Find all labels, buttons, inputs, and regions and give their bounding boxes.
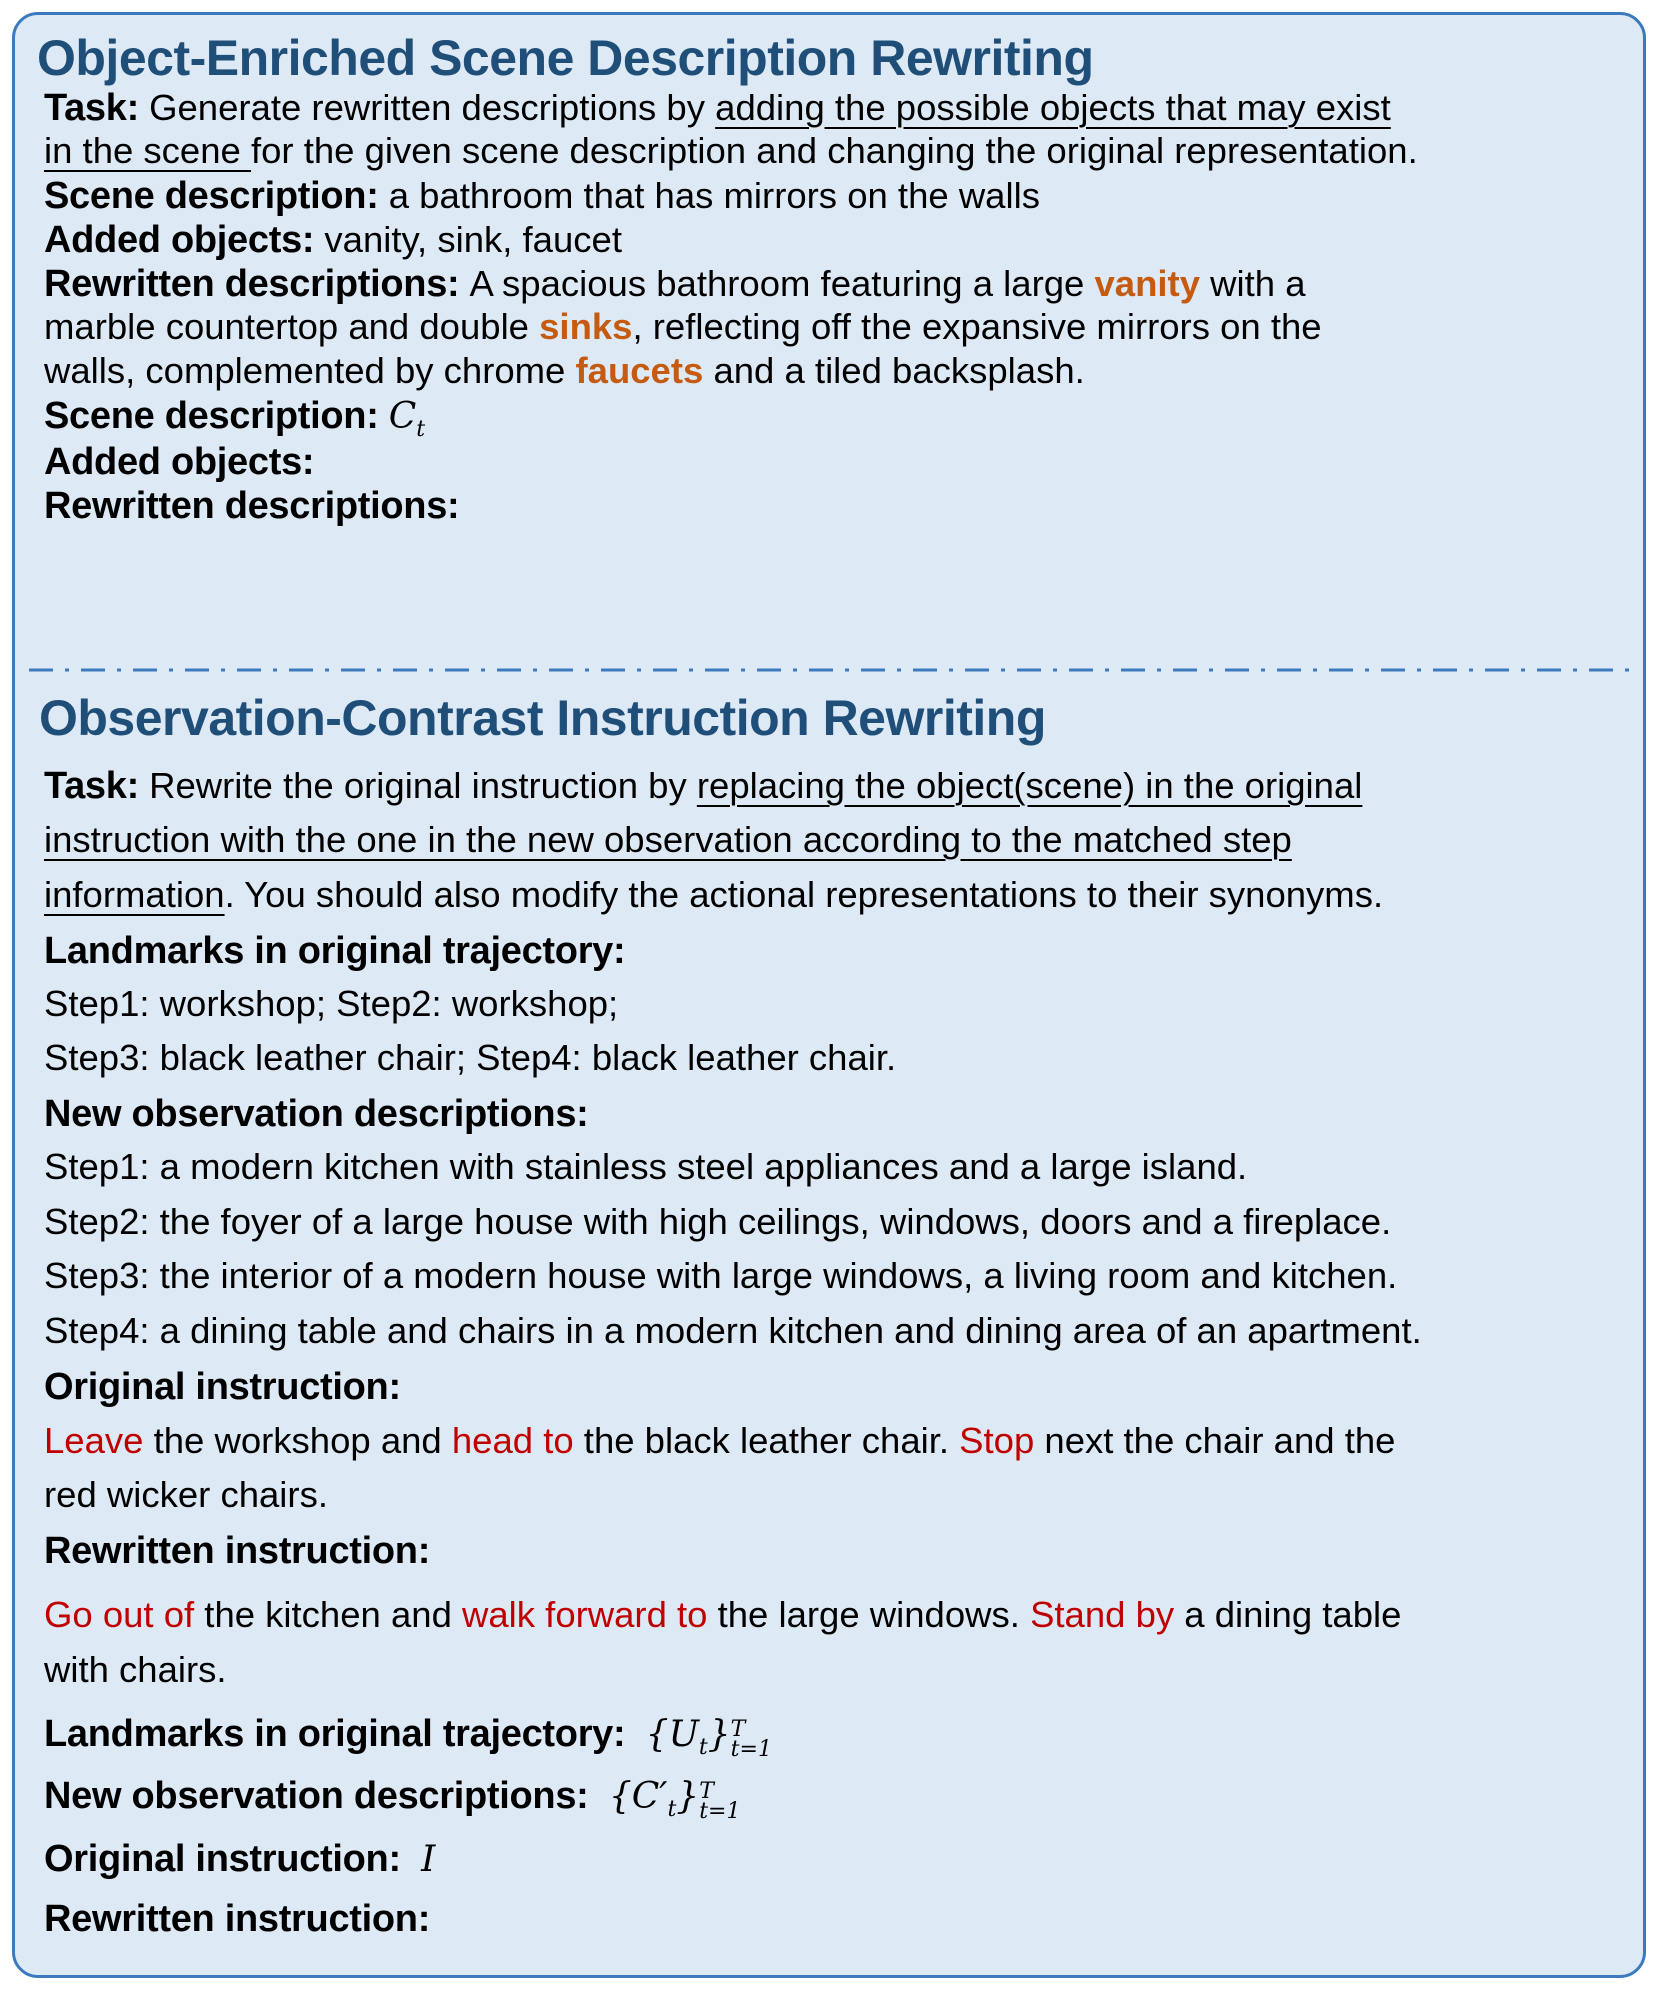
example-rewritten-label	[44, 1532, 430, 1570]
original-instruction-line2: red wicker chairs.	[44, 1474, 328, 1515]
math-landmark-set	[645, 1714, 731, 1761]
task-label: Task:	[44, 87, 139, 129]
query-new-observations	[44, 1777, 740, 1822]
task-text: Generate rewritten descriptions by	[149, 87, 716, 128]
math-brace: }	[676, 1776, 700, 1817]
example-original-label	[44, 1368, 401, 1406]
math-symbol: {U	[645, 1714, 699, 1755]
math-c-t	[388, 396, 426, 443]
query-scene-description	[44, 397, 425, 441]
rewritten-text: , reflecting off the expansive mirrors on the	[632, 306, 1322, 347]
example-new-obs-label	[44, 1095, 589, 1133]
action-phrase: Leave	[44, 1420, 144, 1461]
added-objects-label: Added objects:	[44, 219, 315, 261]
rewritten-instruction-line1	[44, 1594, 1402, 1635]
task-text: for the given scene description and changing the original representation.	[250, 130, 1418, 171]
instruction-text: the large windows.	[707, 1594, 1031, 1635]
rewritten-text: and a tiled backsplash.	[703, 350, 1085, 391]
landmarks-line2: Step3: black leather chair; Step4: black leather chair.	[44, 1037, 897, 1078]
query-original-instruction	[44, 1840, 435, 1878]
new-observation-step: Step2: the foyer of a large house with high ceilings, windows, doors and a fireplace.	[44, 1201, 1392, 1242]
landmarks-label: Landmarks in original trajectory:	[44, 930, 626, 972]
query-landmarks	[44, 1715, 772, 1760]
action-phrase: Stop	[959, 1420, 1035, 1461]
example-landmarks-label	[44, 932, 625, 970]
new-observation-step: Step1: a modern kitchen with stainless steel appliances and a large island.	[44, 1146, 1248, 1187]
math-limits	[730, 1717, 772, 1762]
math-superscript: T	[730, 1717, 746, 1743]
math-subscript: t	[698, 1735, 708, 1761]
section1-task-line2	[44, 130, 1418, 171]
instruction-text: the workshop and	[143, 1420, 452, 1461]
highlighted-object: faucets	[575, 350, 704, 391]
query-rewritten-instruction	[44, 1900, 430, 1938]
landmarks-line1: Step1: workshop; Step2: workshop;	[44, 983, 619, 1024]
rewritten-text: with a	[1200, 263, 1306, 304]
example-rewritten-line1	[44, 265, 1306, 303]
prompt-panel	[12, 12, 1646, 1978]
original-instruction-label: Original instruction:	[44, 1366, 401, 1408]
added-objects-value: vanity, sink, faucet	[324, 219, 622, 260]
task-underlined: instruction with the one in the new observation according to the matched step	[44, 819, 1292, 860]
task-underlined: in the scene	[44, 130, 251, 171]
instruction-text: next the chair and the	[1034, 1420, 1396, 1461]
rewritten-descriptions-label: Rewritten descriptions:	[44, 485, 460, 527]
instruction-text: the black leather chair.	[573, 1420, 960, 1461]
action-phrase: walk forward to	[462, 1594, 708, 1635]
landmarks-label: Landmarks in original trajectory:	[44, 1713, 626, 1755]
scene-description-label: Scene description:	[44, 395, 379, 437]
task-underlined: adding the possible objects that may exist	[715, 87, 1391, 128]
rewritten-text: walls, complemented by chrome	[44, 350, 576, 391]
math-observation-set	[608, 1776, 700, 1823]
rewritten-instruction-label: Rewritten instruction:	[44, 1898, 431, 1940]
example-rewritten-line3	[44, 350, 1085, 391]
section2-task-line3	[44, 874, 1384, 915]
new-observation-label: New observation descriptions:	[44, 1093, 589, 1135]
scene-description-label: Scene description:	[44, 175, 379, 217]
rewritten-text: marble countertop and double	[44, 306, 540, 347]
task-text: Rewrite the original instruction by	[149, 765, 697, 806]
new-observation-step: Step3: the interior of a modern house with large windows, a living room and kitchen.	[44, 1255, 1398, 1296]
math-subscript: t=1	[699, 1799, 741, 1824]
rewritten-instruction-label: Rewritten instruction:	[44, 1530, 431, 1572]
action-phrase: Stand by	[1030, 1594, 1175, 1635]
task-label: Task:	[44, 765, 139, 807]
example-scene-description	[44, 177, 1040, 215]
section2-task-line1	[44, 767, 1362, 805]
new-observation-label: New observation descriptions:	[44, 1775, 589, 1817]
instruction-text: the kitchen and	[194, 1594, 463, 1635]
added-objects-label: Added objects:	[44, 441, 315, 483]
math-superscript: T	[699, 1779, 714, 1805]
query-rewritten-descriptions	[44, 487, 459, 525]
action-phrase: Go out of	[44, 1594, 195, 1635]
math-subscript: t	[667, 1797, 677, 1823]
math-instruction: I	[421, 1839, 436, 1880]
action-phrase: head to	[451, 1420, 574, 1461]
section-divider	[29, 668, 1633, 672]
example-added-objects	[44, 221, 622, 259]
section2-title: Observation-Contrast Instruction Rewriting	[39, 690, 1046, 746]
rewritten-text: A spacious bathroom featuring a large	[469, 263, 1095, 304]
new-observation-step: Step4: a dining table and chairs in a modern kitchen and dining area of an apartment.	[44, 1310, 1422, 1351]
highlighted-object: vanity	[1094, 263, 1200, 304]
section1-title: Object-Enriched Scene Description Rewriting	[37, 30, 1094, 86]
instruction-text: a dining table	[1174, 1594, 1402, 1635]
math-symbol: C	[388, 396, 417, 437]
rewritten-instruction-line2: with chairs.	[44, 1649, 227, 1690]
math-subscript: t	[416, 417, 426, 443]
query-added-objects	[44, 443, 314, 481]
task-text: . You should also modify the actional representations to their synonyms.	[224, 874, 1384, 915]
task-underlined: replacing the object(scene) in the original	[696, 765, 1363, 806]
rewritten-descriptions-label: Rewritten descriptions:	[44, 263, 460, 305]
math-subscript: t=1	[730, 1737, 772, 1762]
scene-description-value: a bathroom that has mirrors on the walls	[388, 175, 1040, 216]
original-instruction-label: Original instruction:	[44, 1838, 401, 1880]
highlighted-object: sinks	[539, 306, 633, 347]
math-symbol: {C′	[608, 1776, 668, 1817]
example-rewritten-line2	[44, 306, 1322, 347]
section1-task-line1	[44, 89, 1391, 127]
original-instruction-line1	[44, 1420, 1396, 1461]
section2-task-line2	[44, 819, 1292, 860]
task-underlined: information	[44, 874, 225, 915]
math-limits	[699, 1779, 741, 1824]
math-brace: }	[707, 1714, 731, 1755]
